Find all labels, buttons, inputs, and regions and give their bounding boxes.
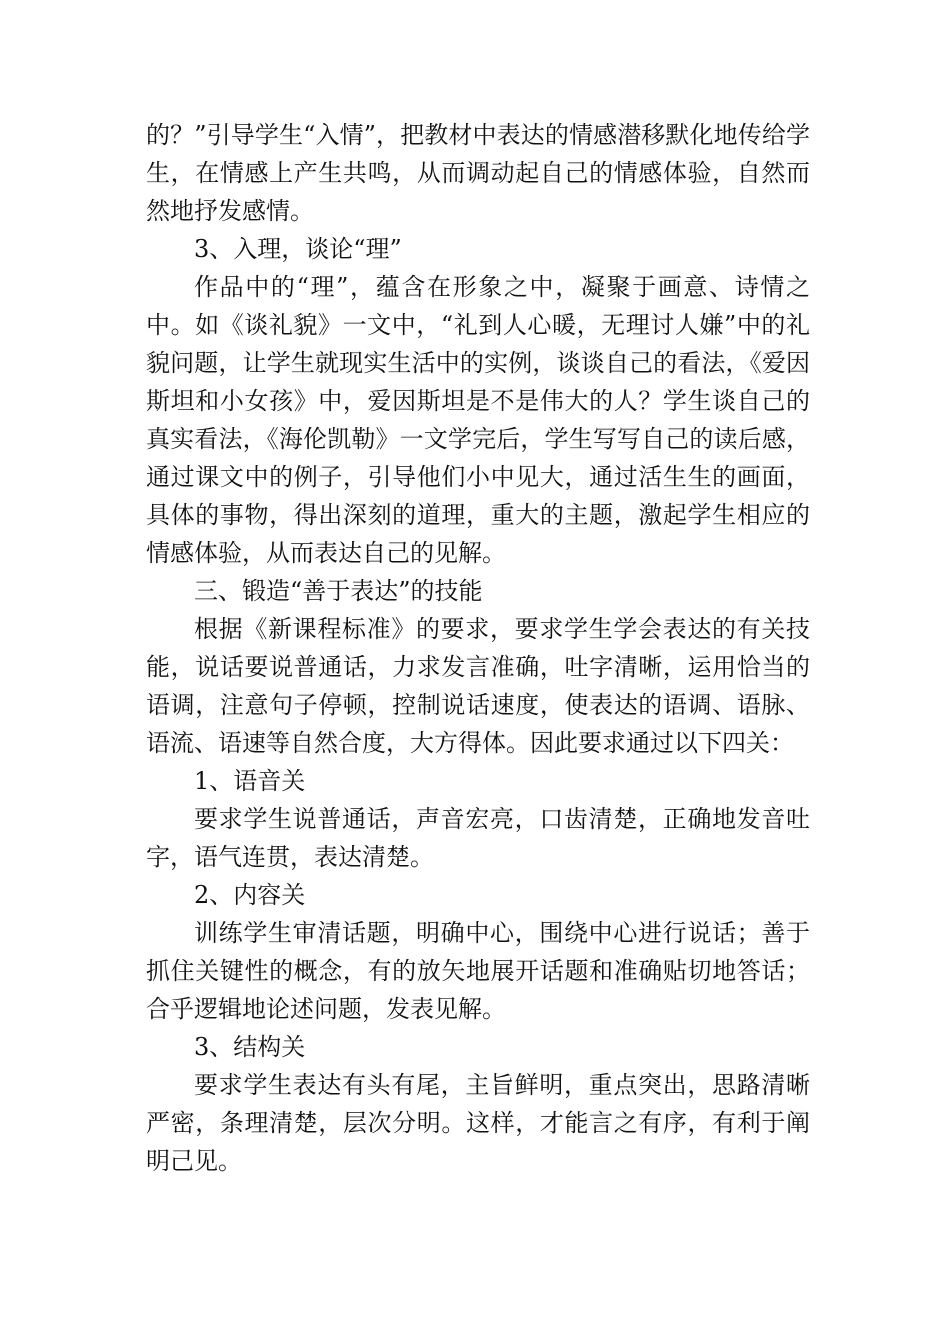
section-heading-3: 三、锻造“善于表达”的技能 — [194, 577, 483, 605]
heading-2-neirong: 2、内容关 — [194, 881, 306, 909]
paragraph-standards: 根据《新课程标准》的要求，要求学生学会表达的有关技能，说话要说普通话，力求发言准确，吐字清晰，运用恰当的语调，注意句子停顿，控制说话速度，使表达的语调、语脉、语流、语速等自然合度，大方得体。因此要求通过以下四关： — [146, 615, 810, 757]
heading-3-jiegou: 3、结构关 — [194, 1033, 306, 1061]
paragraph-continuation: 的？”引导学生“入情”，把教材中表达的情感潜移默化地传给学生，在情感上产生共鸣，从而调动起自己的情感体验，自然而然地抒发感情。 — [146, 121, 810, 225]
paragraph-li: 作品中的“理”，蕴含在形象之中，凝聚于画意、诗情之中。如《谈礼貌》一文中，“礼到人心暖，无理讨人嫌”中的礼貌问题，让学生就现实生活中的实例，谈谈自己的看法，《爱因斯坦和小女孩》中，爱因斯坦是不是伟大的人？学生谈自己的真实看法，《海伦凯勒》一文学完后，学生写写自己的读后感，通过课文中的例子，引导他们小中见大，通过活生生的画面，具体的事物，得出深刻的道理，重大的主题，激起学生相应的情感体验，从而表达自己的见解。 — [146, 273, 810, 567]
heading-3-ru-li: 3、入理，谈论“理” — [194, 235, 402, 263]
heading-1-yuyin: 1、语音关 — [194, 767, 306, 795]
paragraph-jiegou: 要求学生表达有头有尾，主旨鲜明，重点突出，思路清晰严密，条理清楚，层次分明。这样，才能言之有序，有利于阐明己见。 — [146, 1071, 810, 1175]
paragraph-neirong: 训练学生审清话题，明确中心，围绕中心进行说话；善于抓住关键性的概念，有的放矢地展开话题和准确贴切地答话；合乎逻辑地论述问题，发表见解。 — [146, 919, 810, 1023]
paragraph-yuyin: 要求学生说普通话，声音宏亮，口齿清楚，正确地发音吐字，语气连贯，表达清楚。 — [146, 805, 810, 871]
document-page — [146, 116, 810, 1180]
